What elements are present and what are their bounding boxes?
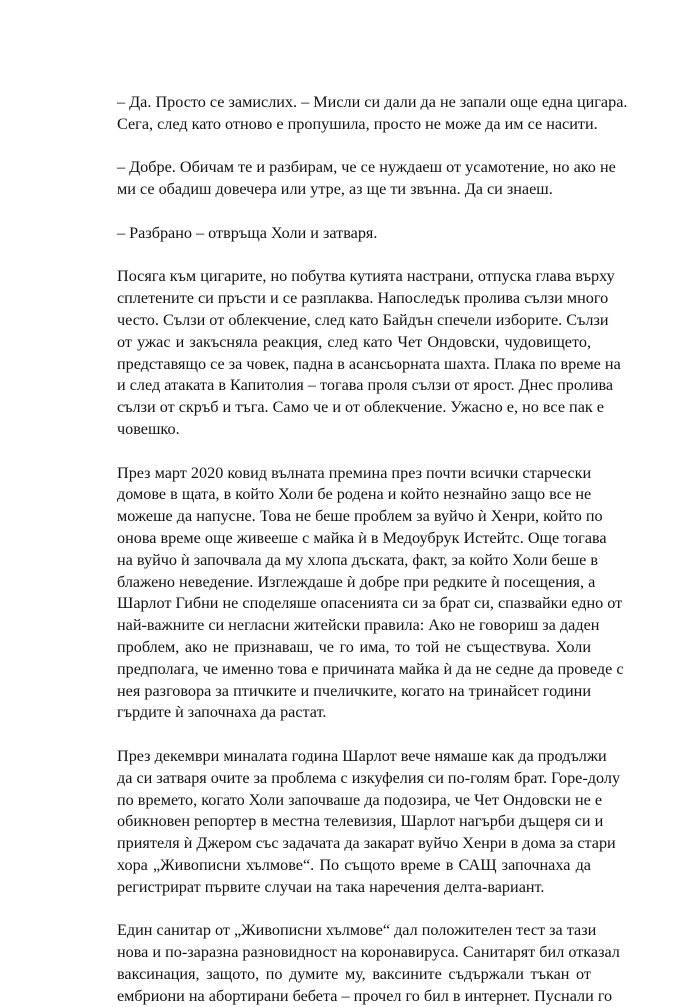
paragraph: [117, 920, 620, 1007]
text-line: Един санитар от „Живописни хълмове“ дал положителен тест за тази: [117, 921, 597, 940]
text-line: обикновен репортер в местна телевизия, Шарлот нагърби дъщеря си и: [117, 812, 604, 831]
text-line: ваксинация, защото, по думите му, ваксините съдържали тъкан от: [117, 964, 591, 983]
paragraph: [117, 266, 621, 440]
text-line: онова време още живееше с майка ѝ в Медоубрук Истейтс. Още тогава: [117, 528, 607, 547]
text-line: представящо се за човек, падна в асансьорната шахта. Плака по време на: [117, 354, 621, 373]
text-line: на вуйчо ѝ започвала да му хлопа дъската, факт, за който Холи беше в: [117, 550, 598, 569]
paragraph-gap: [117, 245, 591, 267]
text-line: През март 2020 ковид вълната премина през почти всички старчески: [117, 463, 592, 482]
text-line: домове в щата, в който Холи бе родена и който незнайно защо все не: [117, 485, 592, 504]
text-line: нея разговора за птичките и пчеличките, когато на тринайсет години: [117, 681, 591, 700]
paragraph-gap: [117, 201, 591, 223]
text-line: от ужас и закъсняла реакция, след като Чет Ондовски, чудовището,: [117, 332, 591, 351]
text-line: гърдите ѝ започнаха да растат.: [117, 703, 327, 722]
text-line: да си затваря очите за проблема с изкуфелия си по-голям брат. Горе-долу: [117, 768, 621, 787]
text-line: сплетените си пръсти и се разплаква. Напоследък пролива сълзи много: [117, 289, 609, 308]
text-line: Посяга към цигарите, но побутва кутията настрани, отпуска глава върху: [117, 267, 615, 286]
text-line: ембриони на абортирани бебета – прочел го бил в интернет. Пуснали го: [117, 986, 613, 1005]
document-body: [117, 92, 628, 1007]
text-line: най-важните си негласни житейски правила: Ако не говориш за даден: [117, 616, 600, 635]
paragraph: [117, 157, 616, 201]
paragraph: [117, 746, 621, 899]
text-line: можеше да напусне. Това не беше проблем за вуйчо ѝ Хенри, който по: [117, 507, 603, 526]
text-line: регистрират първите случаи на така наречения делта-вариант.: [117, 877, 545, 896]
paragraph: [117, 463, 624, 725]
text-line: – Да. Просто се замислих. – Мисли си дали да не запали още една цигара.: [117, 93, 628, 111]
text-line: хора „Живописни хълмове“. По същото време в САЩ започнаха да: [117, 855, 591, 874]
text-line: нова и по-заразна разновидност на коронавируса. Санитарят бил отказал: [117, 943, 620, 962]
paragraph: [117, 92, 628, 136]
text-line: Сега, след като отново е пропушила, просто не може да им се насити.: [117, 114, 598, 133]
paragraph: [117, 223, 591, 245]
paragraph-gap: [117, 136, 591, 158]
text-line: ми се обадиш довечера или утре, аз ще ти звънна. Да си знаеш.: [117, 180, 553, 199]
text-line: – Разбрано – отвръща Холи и затваря.: [117, 223, 378, 242]
text-line: През декември миналата година Шарлот вече нямаше как да продължи: [117, 746, 607, 765]
paragraph-gap: [117, 898, 591, 920]
text-line: приятеля ѝ Джером със задачата да закарат вуйчо Хенри в дома за стари: [117, 834, 616, 853]
text-line: Шарлот Гибни не споделяше опасенията си за брат си, спазвайки едно от: [117, 594, 623, 613]
text-line: блажено неведение. Изглеждаше ѝ добре при редките ѝ посещения, а: [117, 572, 596, 591]
text-line: проблем, ако не признаваш, че го има, то той не съществува. Холи: [117, 637, 591, 656]
text-line: предполага, че именно това е причината майка ѝ да не седне да проведе с: [117, 659, 624, 678]
text-line: често. Сълзи от облекчение, след като Байдън спечели изборите. Сълзи: [117, 310, 609, 329]
text-line: – Добре. Обичам те и разбирам, че се нуждаеш от усамотение, но ако не: [117, 158, 616, 177]
paragraph-gap: [117, 441, 591, 463]
text-line: и след атаката в Капитолия – тогава проля сълзи от ярост. Днес пролива: [117, 376, 614, 395]
text-line: по времето, когато Холи започваше да подозира, че Чет Ондовски не е: [117, 790, 603, 809]
text-line: сълзи от скръб и тъга. Само че и от облекчение. Ужасно е, но все пак е: [117, 398, 604, 417]
paragraph-gap: [117, 724, 591, 746]
text-line: човешко.: [117, 419, 180, 438]
